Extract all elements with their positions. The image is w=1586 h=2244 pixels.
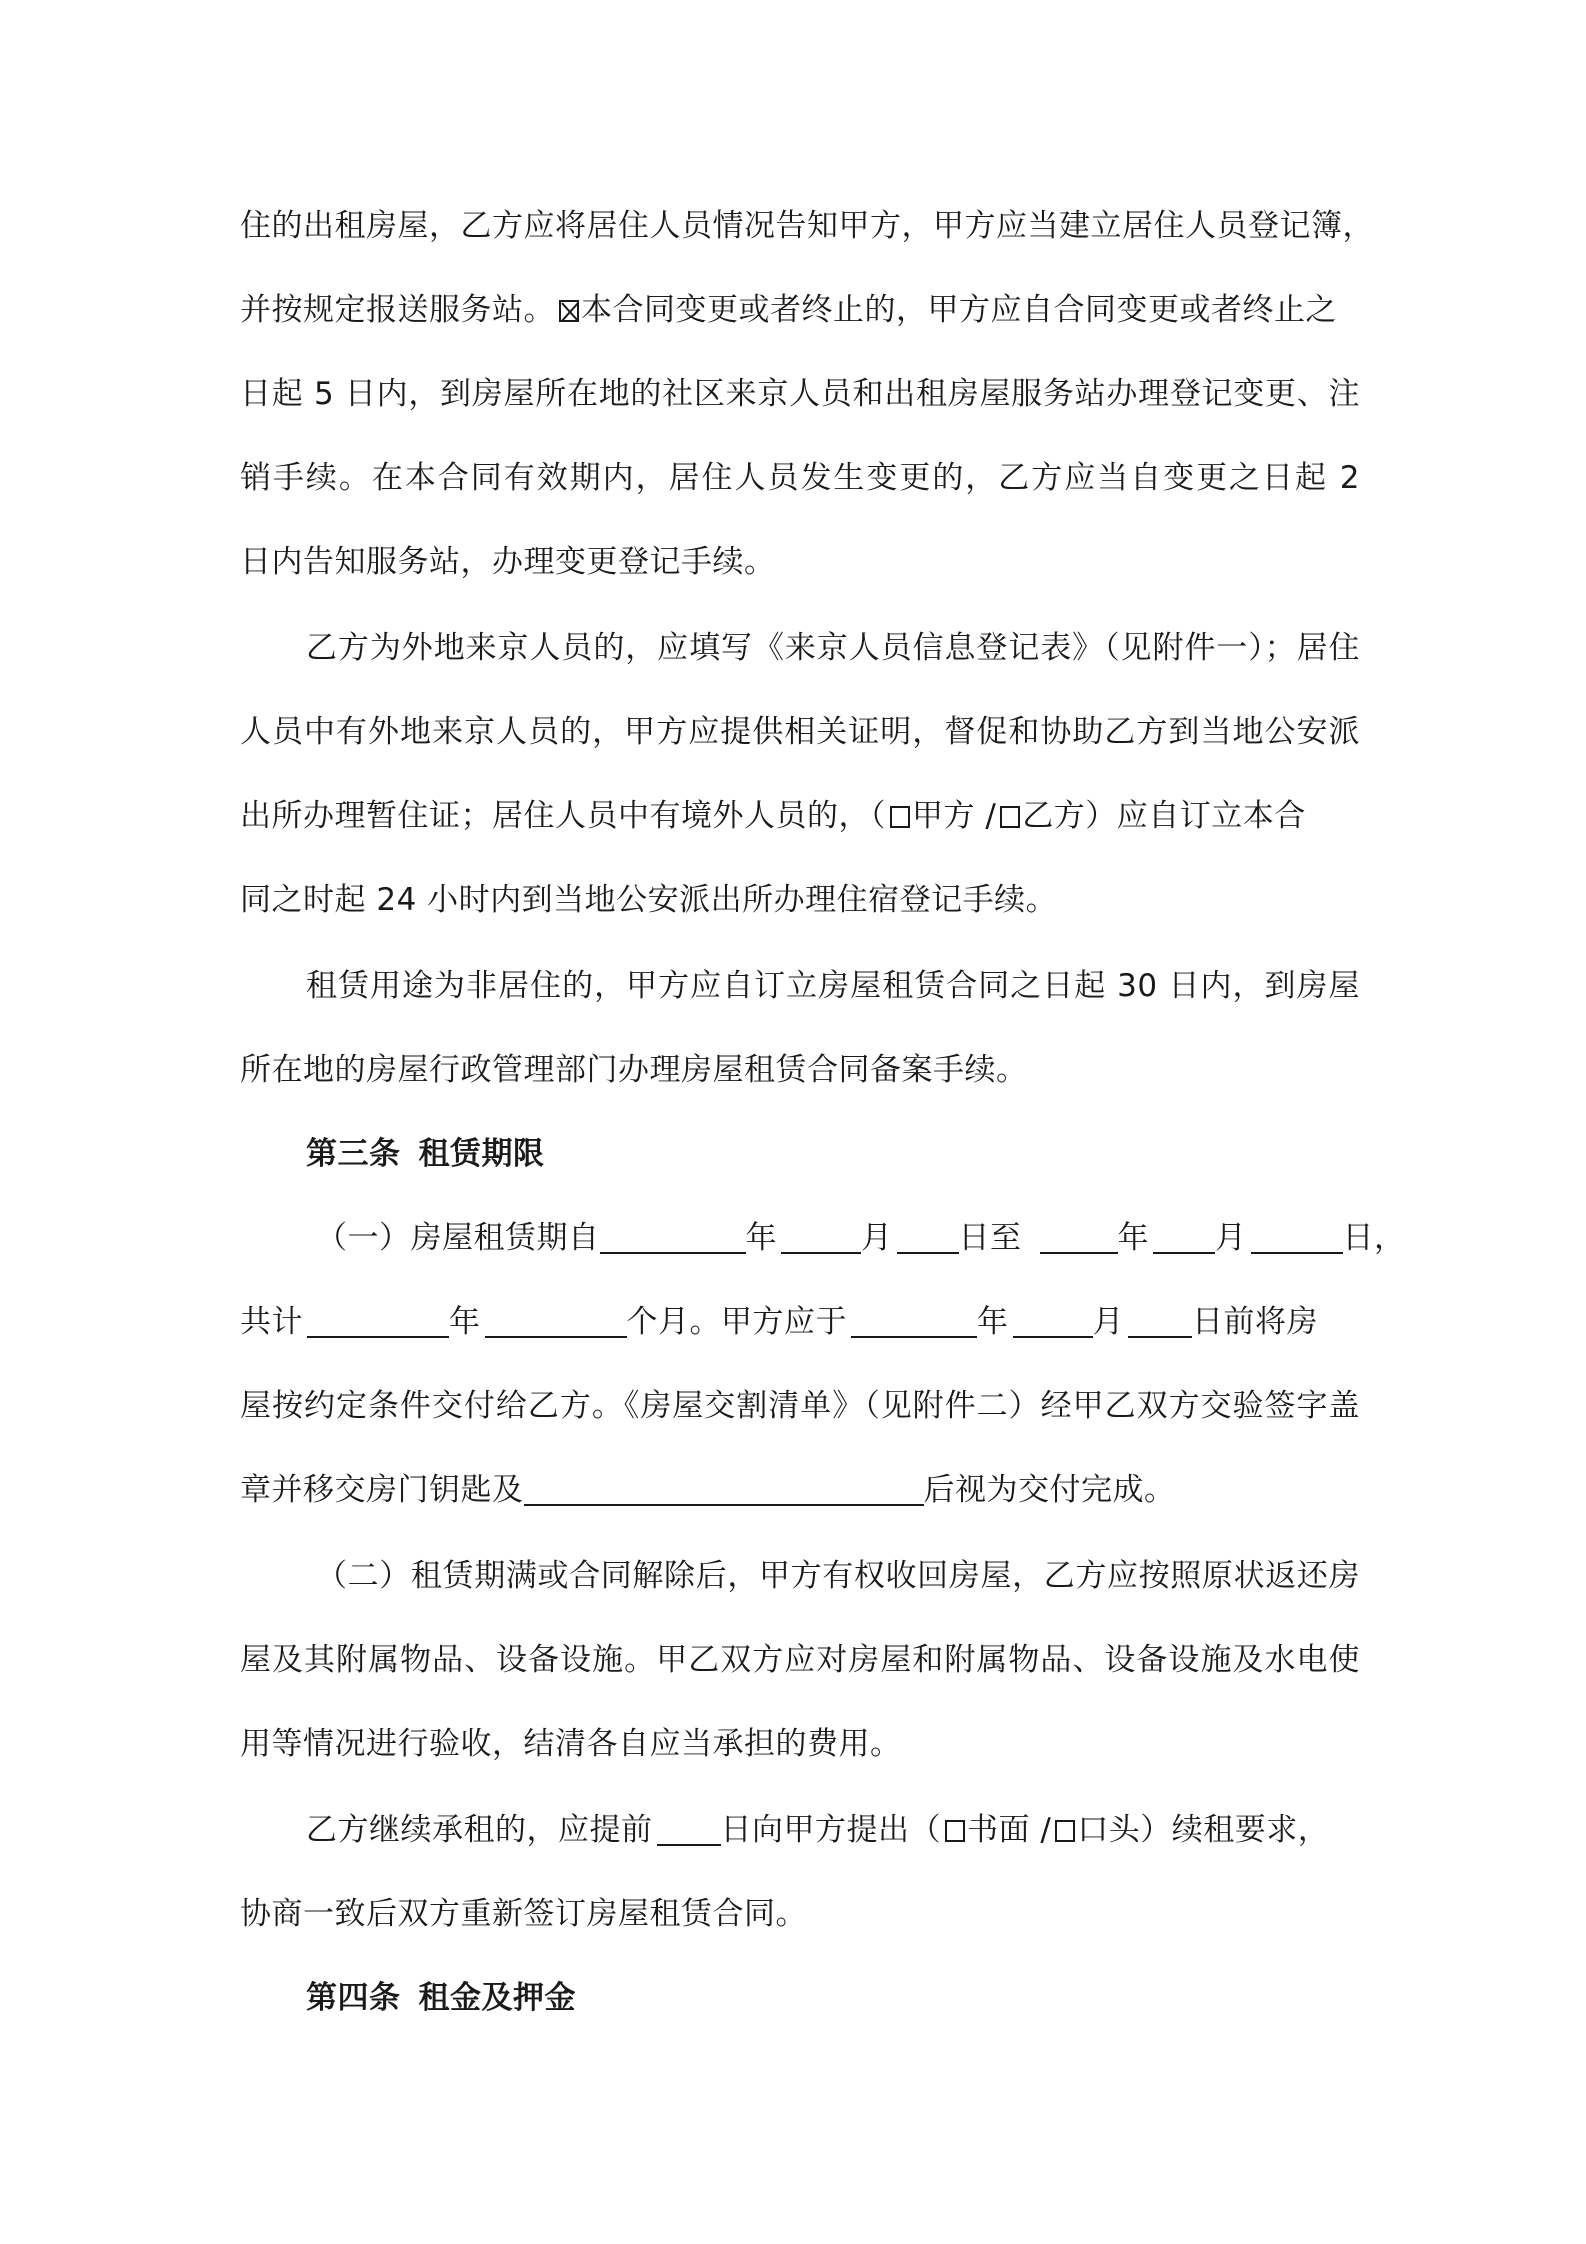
text-segment: 年 [977,1304,1009,1340]
start-day-blank[interactable] [897,1216,959,1254]
text-segment: 并按规定报送服务站。 [240,292,555,328]
checkbox-icon [945,1820,965,1842]
text-segment: 月 [1092,1304,1124,1340]
delivery-day-blank[interactable] [1128,1300,1192,1338]
checkbox-icon [890,806,910,828]
paragraph-4-line-2: 协商一致后双方重新签订房屋租赁合同。 [240,1896,807,1932]
text-segment: 书面 [967,1812,1030,1848]
text-segment: 日前将房 [1192,1304,1318,1340]
checkbox-icon [1055,1820,1075,1842]
total-months-blank[interactable] [485,1300,627,1338]
paragraph-1-line-1: 住的出租房屋，乙方应将居住人员情况告知甲方，甲方应当建立居住人员登记簿， [240,208,1374,244]
section-2-line-2: 屋及其附属物品、设备设施。甲乙双方应对房屋和附属物品、设备设施及水电使 [240,1642,1360,1678]
article-3-heading [306,1124,1360,1184]
text-segment: 日向甲方提出（ [720,1812,941,1848]
paragraph-4-line-1 [306,1800,1360,1860]
paragraph-3-line-2: 所在地的房屋行政管理部门办理房屋租赁合同备案手续。 [240,1052,1028,1088]
paragraph-1-line-3: 日起 5 日内，到房屋所在地的社区来京人员和出租房屋服务站办理登记变更、注 [240,376,1360,412]
article-number: 第三条 [306,1136,401,1172]
article-number: 第四条 [306,1980,401,2016]
text-segment: 乙方继续承租的，应提前 [306,1812,653,1848]
end-day-blank[interactable] [1251,1216,1343,1254]
paragraph-3-line-1: 租赁用途为非居住的，甲方应自订立房屋租赁合同之日起 30 日内，到房屋 [306,968,1360,1004]
text-segment: （一）房屋租赁期自 [316,1220,600,1256]
text-segment: / [1030,1812,1052,1848]
article-title: 租金及押金 [418,1980,576,2016]
text-segment: 甲方 [912,798,975,834]
delivery-month-blank[interactable] [1013,1300,1093,1338]
section-1-line-4 [240,1460,1360,1520]
text-segment: 乙方）应自订立本合 [1022,798,1306,834]
paragraph-2-line-1: 乙方为外地来京人员的，应填写《来京人员信息登记表》（见附件一）；居住 [306,630,1360,666]
paragraph-2-line-2: 人员中有外地来京人员的，甲方应提供相关证明，督促和协助乙方到当地公安派 [240,714,1360,750]
paragraph-2-line-3 [240,786,1360,846]
start-year-blank[interactable] [600,1216,746,1254]
end-month-blank[interactable] [1153,1216,1215,1254]
text-segment: 章并移交房门钥匙及 [240,1472,524,1508]
renewal-days-blank[interactable] [657,1808,721,1846]
text-segment: 本合同变更或者终止的，甲方应自合同变更或者终止之 [581,292,1337,328]
section-2-line-1: （二）租赁期满或合同解除后，甲方有权收回房屋，乙方应按照原状返还房 [316,1558,1360,1594]
text-segment: 年 [1117,1220,1149,1256]
paragraph-1-line-4: 销手续。在本合同有效期内，居住人员发生变更的，乙方应当自变更之日起 2 [240,460,1360,496]
total-years-blank[interactable] [307,1300,449,1338]
text-segment: 日至 [958,1220,1022,1256]
text-segment: 口头）续租要求， [1077,1812,1330,1848]
article-title: 租赁期限 [418,1136,545,1172]
text-segment: 月 [861,1220,893,1256]
start-month-blank[interactable] [781,1216,861,1254]
text-segment: 月 [1215,1220,1247,1256]
end-year-blank[interactable] [1040,1216,1118,1254]
text-segment: 年 [745,1220,777,1256]
text-segment: 后视为交付完成。 [923,1472,1176,1508]
section-1-line-3: 屋按约定条件交付给乙方。《房屋交割清单》（见附件二）经甲乙双方交验签字盖 [240,1388,1360,1424]
text-segment: 年 [449,1304,481,1340]
delivery-items-blank[interactable] [524,1468,924,1506]
section-1-line-2 [240,1292,1360,1352]
paragraph-1-line-5: 日内告知服务站，办理变更登记手续。 [240,544,776,580]
article-4-heading [306,1968,1360,2028]
section-1-line-1 [316,1208,1406,1268]
paragraph-1-line-2 [240,280,1360,340]
checked-box-icon [559,300,579,322]
paragraph-2-line-4: 同之时起 24 小时内到当地公安派出所办理住宿登记手续。 [240,882,1058,918]
text-segment: 个月。甲方应于 [626,1304,847,1340]
text-segment: 出所办理暂住证；居住人员中有境外人员的，（ [240,798,886,834]
text-segment: 共计 [240,1304,303,1340]
checkbox-icon [1000,806,1020,828]
delivery-year-blank[interactable] [851,1300,977,1338]
text-segment: / [975,798,997,834]
section-2-line-3: 用等情况进行验收，结清各自应当承担的费用。 [240,1726,902,1762]
text-segment: 日， [1342,1220,1406,1256]
